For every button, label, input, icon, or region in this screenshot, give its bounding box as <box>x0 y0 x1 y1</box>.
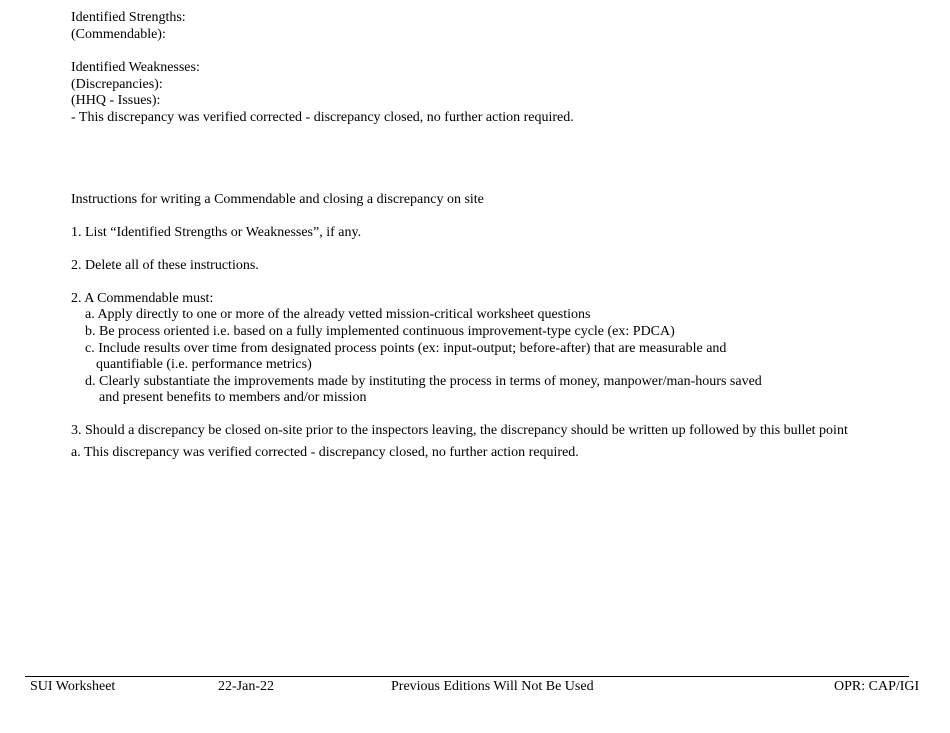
instruction-step-2: 2. Delete all of these instructions. <box>71 258 259 273</box>
commendable-requirement-c: c. Include results over time from designated process points (ex: input-output; before-after) that are measurable and <box>85 341 727 356</box>
closed-discrepancy-bullet: - This discrepancy was verified corrected - discrepancy closed, no further action required. <box>71 110 574 125</box>
commendable-requirement-d: d. Clearly substantiate the improvements made by instituting the process in terms of money, manpower/man-hours saved <box>85 374 762 389</box>
footer-opr: OPR: CAP/IGI <box>834 679 920 694</box>
commendable-requirement-d-continued: and present benefits to members and/or mission <box>99 390 367 405</box>
commendable-requirement-b: b. Be process oriented i.e. based on a fully implemented continuous improvement-type cycle (ex: PDCA) <box>85 324 675 339</box>
hhq-issues-label: (HHQ - Issues): <box>71 93 161 108</box>
commendable-label: (Commendable): <box>71 27 166 42</box>
commendable-requirement-c-continued: quantifiable (i.e. performance metrics) <box>96 357 312 372</box>
instruction-step-3: 3. Should a discrepancy be closed on-site prior to the inspectors leaving, the discrepancy should be written up followed by this bullet point <box>71 423 848 438</box>
weaknesses-heading: Identified Weaknesses: <box>71 60 200 75</box>
footer-edition-notice: Previous Editions Will Not Be Used <box>391 679 594 694</box>
instruction-step-3a: a. This discrepancy was verified corrected - discrepancy closed, no further action required. <box>71 445 579 460</box>
footer-divider <box>25 676 909 677</box>
discrepancies-label: (Discrepancies): <box>71 77 163 92</box>
commendable-requirements-heading: 2. A Commendable must: <box>71 291 214 306</box>
commendable-requirement-a: a. Apply directly to one or more of the already vetted mission-critical worksheet questions <box>85 307 591 322</box>
footer-form-name: SUI Worksheet <box>30 679 116 694</box>
strengths-heading: Identified Strengths: <box>71 10 186 25</box>
instruction-step-1: 1. List “Identified Strengths or Weaknesses”, if any. <box>71 225 362 240</box>
footer-date: 22-Jan-22 <box>218 679 274 694</box>
instructions-title: Instructions for writing a Commendable and closing a discrepancy on site <box>71 192 484 207</box>
